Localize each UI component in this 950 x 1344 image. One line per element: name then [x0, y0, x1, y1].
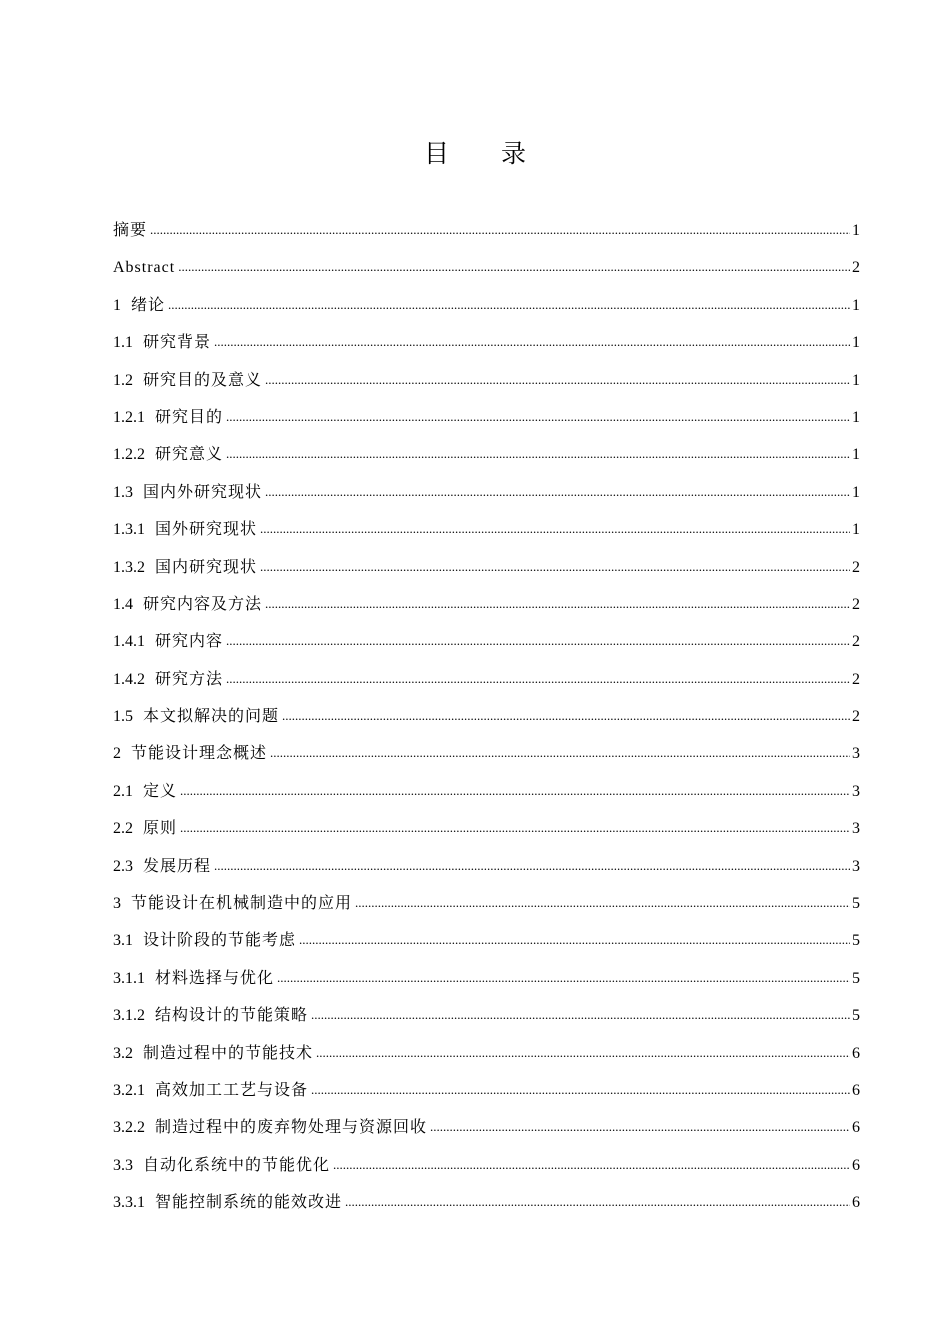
- toc-dot-leader: [311, 1077, 850, 1103]
- toc-entry-number: 1.2: [113, 371, 133, 389]
- toc-entry-page-number: 1: [852, 296, 860, 314]
- toc-dot-leader: [282, 703, 850, 729]
- toc-dot-leader: [226, 666, 850, 692]
- toc-entry-label: 摘要: [113, 222, 148, 239]
- toc-entry-label: 国内研究现状: [155, 558, 258, 576]
- toc-entry-page-number: 2: [852, 595, 860, 613]
- toc-entry-label: 研究内容及方法: [143, 595, 263, 613]
- toc-entry[interactable]: [113, 629, 860, 666]
- toc-entry-page-number: 3: [852, 820, 860, 838]
- toc-entry-number: 1.4.1: [113, 633, 145, 651]
- toc-entry-number: 3.3: [113, 1156, 133, 1174]
- toc-entry-number: 3.3.1: [113, 1194, 145, 1212]
- toc-entry-number: 1.3: [113, 483, 133, 501]
- toc-entry-page-number: 6: [852, 1156, 860, 1174]
- toc-dot-leader: [168, 292, 850, 318]
- toc-entry-page-number: 5: [852, 1007, 860, 1025]
- toc-dot-leader: [265, 367, 850, 393]
- toc-entry-page-number: 3: [852, 782, 860, 800]
- toc-dot-leader: [265, 479, 850, 505]
- toc-entry-page-number: 6: [852, 1119, 860, 1137]
- toc-dot-leader: [178, 254, 850, 280]
- toc-entry[interactable]: [113, 555, 860, 592]
- toc-entry-page-number: 5: [852, 969, 860, 987]
- toc-entry-number: 1.2.2: [113, 446, 145, 464]
- toc-entry-page-number: 2: [852, 633, 860, 651]
- toc-dot-leader: [226, 441, 850, 467]
- toc-entry[interactable]: [113, 816, 860, 853]
- toc-entry-label: 材料选择与优化: [155, 969, 275, 987]
- toc-entry-label: 智能控制系统的能效改进: [155, 1194, 343, 1212]
- toc-dot-leader: [180, 815, 850, 841]
- toc-entry-page-number: 6: [852, 1194, 860, 1212]
- toc-entry[interactable]: [113, 1003, 860, 1040]
- toc-entry-page-number: 1: [852, 521, 860, 539]
- toc-entry-number: 2.1: [113, 782, 133, 800]
- toc-entry[interactable]: [113, 928, 860, 965]
- toc-dot-leader: [270, 740, 850, 766]
- toc-entry-number: 3.2.1: [113, 1081, 145, 1099]
- toc-entry-label: 国外研究现状: [155, 521, 258, 539]
- toc-entry[interactable]: [113, 704, 860, 741]
- toc-entry-page-number: 1: [852, 371, 860, 389]
- toc-entry-number: 1.2.1: [113, 408, 145, 426]
- toc-entry-page-number: 2: [852, 259, 860, 277]
- toc-dot-leader: [277, 965, 850, 991]
- toc-dot-leader: [333, 1152, 850, 1178]
- toc-dot-leader: [265, 591, 850, 617]
- toc-entry[interactable]: [113, 966, 860, 1003]
- toc-entry-label: 制造过程中的废弃物处理与资源回收: [155, 1119, 428, 1137]
- toc-entry[interactable]: [113, 368, 860, 405]
- toc-entry-page-number: 3: [852, 857, 860, 875]
- toc-entry[interactable]: [113, 1153, 860, 1190]
- toc-entry[interactable]: [113, 891, 860, 928]
- toc-entry-page-number: 6: [852, 1044, 860, 1062]
- page-title: 目 录: [424, 138, 548, 168]
- toc-entry-page-number: 1: [852, 222, 860, 239]
- toc-dot-leader: [180, 778, 850, 804]
- toc-entry[interactable]: [113, 442, 860, 479]
- toc-entry-number: 3: [113, 895, 121, 913]
- toc-entry-number: 2.2: [113, 820, 133, 838]
- toc-dot-leader: [260, 516, 850, 542]
- toc-entry-label: 研究背景: [143, 334, 212, 352]
- toc-entry-number: 3.2.2: [113, 1119, 145, 1137]
- toc-entry-label: 研究方法: [155, 670, 224, 688]
- toc-entry-page-number: 3: [852, 745, 860, 763]
- toc-entry-number: 1.3.1: [113, 521, 145, 539]
- toc-entry-page-number: 1: [852, 408, 860, 426]
- toc-entry-label: 国内外研究现状: [143, 483, 263, 501]
- toc-dot-leader: [316, 1040, 850, 1066]
- toc-entry[interactable]: [113, 1041, 860, 1078]
- toc-entry-page-number: 1: [852, 334, 860, 352]
- toc-dot-leader: [430, 1114, 850, 1140]
- toc-entry-label: 研究内容: [155, 633, 224, 651]
- toc-entry-number: 1.3.2: [113, 558, 145, 576]
- toc-entry-number: 1.1: [113, 334, 133, 352]
- toc-entry[interactable]: [113, 293, 860, 330]
- toc-entry-label: 结构设计的节能策略: [155, 1007, 309, 1025]
- toc-dot-leader: [150, 217, 850, 243]
- toc-entry-page-number: 5: [852, 895, 860, 913]
- toc-entry-number: 1: [113, 296, 121, 314]
- toc-entry[interactable]: [113, 854, 860, 891]
- toc-entry-number: 1.4: [113, 595, 133, 613]
- table-of-contents: [113, 218, 860, 1228]
- toc-entry-label: 高效加工工艺与设备: [155, 1081, 309, 1099]
- toc-entry-label: 研究目的及意义: [143, 371, 263, 389]
- toc-entry-page-number: 2: [852, 708, 860, 726]
- toc-entry-label: 原则: [143, 820, 178, 838]
- toc-dot-leader: [214, 329, 850, 355]
- toc-entry-label: 发展历程: [143, 857, 212, 875]
- toc-entry[interactable]: [113, 405, 860, 442]
- toc-entry-number: 2: [113, 745, 121, 763]
- toc-entry[interactable]: [113, 779, 860, 816]
- toc-dot-leader: [214, 853, 850, 879]
- toc-entry-number: 3.2: [113, 1044, 133, 1062]
- toc-entry-label: 研究意义: [155, 446, 224, 464]
- toc-entry[interactable]: [113, 741, 860, 778]
- toc-dot-leader: [226, 628, 850, 654]
- toc-dot-leader: [355, 890, 850, 916]
- toc-dot-leader: [226, 404, 850, 430]
- toc-entry[interactable]: [113, 480, 860, 517]
- toc-entry[interactable]: [113, 517, 860, 554]
- toc-entry-label: 定义: [143, 782, 178, 800]
- toc-dot-leader: [311, 1002, 850, 1028]
- toc-entry[interactable]: [113, 255, 860, 292]
- toc-entry-number: 3.1.1: [113, 969, 145, 987]
- toc-entry-label: 制造过程中的节能技术: [143, 1044, 314, 1062]
- toc-dot-leader: [299, 927, 850, 953]
- toc-entry-label: 研究目的: [155, 408, 224, 426]
- toc-entry-label: 设计阶段的节能考虑: [143, 932, 297, 950]
- toc-entry-number: 3.1.2: [113, 1007, 145, 1025]
- toc-entry[interactable]: [113, 330, 860, 367]
- toc-entry-label: 节能设计在机械制造中的应用: [131, 895, 353, 913]
- toc-entry-page-number: 6: [852, 1081, 860, 1099]
- toc-entry-label: 本文拟解决的问题: [143, 708, 280, 726]
- toc-entry[interactable]: [113, 592, 860, 629]
- toc-entry-page-number: 5: [852, 932, 860, 950]
- toc-entry[interactable]: [113, 667, 860, 704]
- toc-entry-page-number: 2: [852, 558, 860, 576]
- toc-entry-number: 3.1: [113, 932, 133, 950]
- toc-entry-number: 2.3: [113, 857, 133, 875]
- toc-entry-label: 自动化系统中的节能优化: [143, 1156, 331, 1174]
- toc-entry-number: 1.5: [113, 708, 133, 726]
- toc-dot-leader: [345, 1189, 850, 1215]
- toc-entry-page-number: 1: [852, 446, 860, 464]
- toc-entry-label: 节能设计理念概述: [131, 745, 268, 763]
- toc-entry-label: Abstract: [113, 259, 176, 277]
- toc-entry-label: 绪论: [131, 296, 166, 314]
- toc-entry[interactable]: [113, 1078, 860, 1115]
- toc-entry[interactable]: [113, 1115, 860, 1152]
- toc-entry[interactable]: [113, 218, 860, 255]
- toc-entry[interactable]: [113, 1190, 860, 1227]
- toc-entry-page-number: 2: [852, 670, 860, 688]
- toc-entry-page-number: 1: [852, 483, 860, 501]
- toc-entry-number: 1.4.2: [113, 670, 145, 688]
- toc-dot-leader: [260, 554, 850, 580]
